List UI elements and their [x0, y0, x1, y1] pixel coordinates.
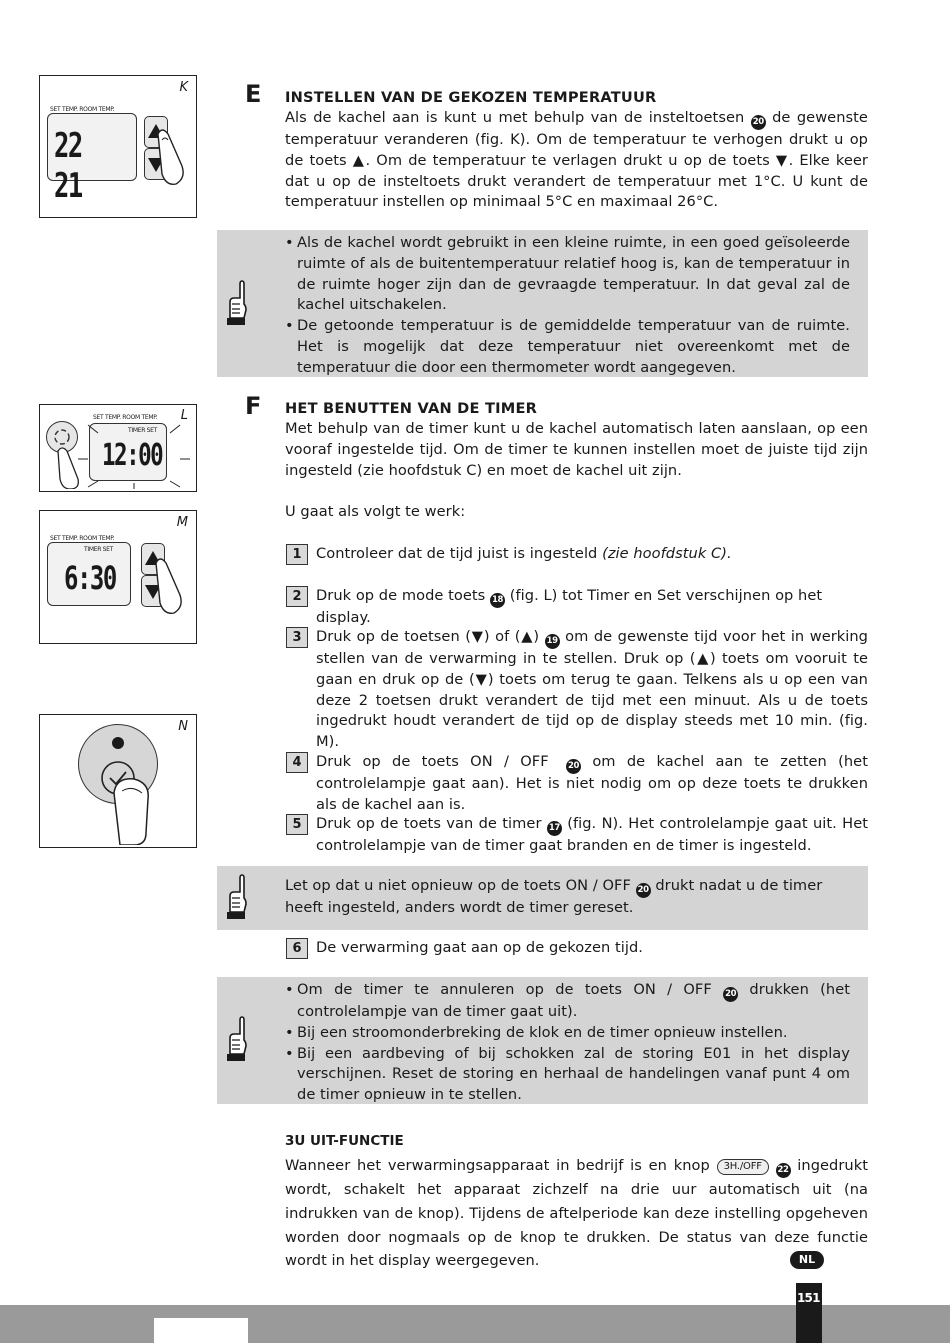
key-number-badge: 20: [636, 883, 651, 898]
step-3-b: om de gewenste tijd voor het in werking stellen van de verwarming in te stellen. Druk op (▲) toets om vooruit te gaan en druk op de (▼) toets om terug te gaan. Telkens als u op een van deze 2 toetsen drukt verandert de tijd met een minuut. Als u de toets ingedrukt houdt verandert de tijd op de display steeds met 10 min. (fig. M).: [316, 628, 868, 751]
section-f-intro: Met behulp van de timer kunt u de kachel automatisch laten aanslaan, op een vooraf ingestelde tijd. Om de timer te kunnen instellen moet de juiste tijd zijn ingesteld (zie hoofdstuk C) en moet de kachel uit zijn.: [285, 420, 868, 479]
figure-l-sub-label: TIMER SET: [128, 427, 158, 434]
figure-k: [39, 75, 197, 218]
section-e-text-a: Als de kachel aan is kunt u met behulp van de insteltoetsen: [285, 109, 745, 126]
section-f-letter: F: [245, 392, 262, 420]
step-1-main: Controleer dat de tijd juist is ingesteld: [316, 545, 598, 562]
note-timer-a: Let op dat u niet opnieuw op de toets ON / OFF: [285, 877, 631, 894]
key-number-badge: 18: [490, 593, 505, 608]
note-cancel-bullet-1: [285, 980, 850, 1023]
figure-n: [39, 714, 197, 848]
note-e-bullet-1: • Als de kachel wordt gebruikt in een kleine ruimte, in een goed geïsoleerde ruimte of als de buitentemperatuur relatief hoog is, kan de temperatuur in de ruimte hoger zijn dan de gevraagde temperatuur. In dat geval zal de kachel uitschakelen.: [285, 233, 850, 316]
figure-k-digits: 22 21: [54, 126, 82, 206]
note-e-bullet-2: • De getoonde temperatuur is de gemiddelde temperatuur van de ruimte. Het is mogelijk dat deze temperatuur niet overeenkomt met de temperatuur die door een thermometer wordt aangegeven.: [285, 316, 850, 378]
step-1-text: [316, 544, 868, 565]
language-badge: NL: [790, 1251, 824, 1269]
key-number-badge: 17: [547, 821, 562, 836]
step-5-b: (fig. N). Het controlelampje gaat uit. Het controlelampje van de timer gaat branden en de timer is ingesteld.: [316, 815, 868, 854]
step-3-text: [316, 627, 868, 753]
step-4-text: [316, 752, 868, 816]
section-e-title: INSTELLEN VAN DE GEKOZEN TEMPERATUUR: [285, 89, 657, 106]
step-5-a: Druk op de toets van de timer: [316, 815, 542, 832]
step-4-b: om de kachel aan te zetten (het controlelampje gaat aan). Het is niet nodig om op deze toets te drukken als de kachel aan is.: [316, 753, 868, 813]
section-f-title: HET BENUTTEN VAN DE TIMER: [285, 400, 538, 417]
note-cancel-bullet-2: • Bij een stroomonderbreking de klok en de timer opnieuw instellen.: [285, 1023, 850, 1044]
step-6-number: 6: [286, 938, 308, 959]
step-1-italic: (zie hoofdstuk C).: [602, 545, 732, 562]
step-1-number: 1: [286, 544, 308, 565]
figure-k-letter: K: [179, 80, 188, 95]
footer-white-tab: [154, 1318, 248, 1343]
key-number-badge: 19: [545, 634, 560, 649]
figure-l-letter: L: [180, 408, 188, 423]
pointing-hand-icon: [224, 874, 250, 922]
step-2-a: Druk op de mode toets: [316, 587, 486, 604]
step-2-number: 2: [286, 586, 308, 607]
section-3u-title: 3U UIT-FUNCTIE: [285, 1133, 404, 1149]
figure-m-lcd-labels: SET TEMP. ROOM TEMP.: [50, 535, 115, 542]
figure-m: [39, 510, 197, 644]
blink-lines: [74, 413, 194, 489]
indicator-light: [112, 737, 124, 749]
note-cancel-list: [285, 980, 850, 1106]
key-number-badge: 20: [751, 115, 766, 130]
page-number-tab: [796, 1283, 822, 1343]
note-timer-text: [285, 876, 863, 919]
step-5-text: [316, 814, 868, 857]
step-2-text: [316, 586, 868, 629]
finger-icon: [152, 126, 192, 186]
note-e-list: [285, 233, 850, 379]
3h-off-button-label: 3H./OFF: [717, 1159, 769, 1175]
figure-m-sub-label: TIMER SET: [84, 546, 114, 553]
figure-m-digits: 6:30: [64, 559, 116, 597]
page-number: 151: [797, 1291, 820, 1305]
figure-l: [39, 404, 197, 492]
finger-icon: [106, 773, 166, 845]
key-number-badge: 22: [776, 1163, 791, 1178]
figure-n-letter: N: [178, 719, 188, 734]
finger-icon: [150, 555, 190, 615]
step-3-a: Druk op de toetsen (▼) of (▲): [316, 628, 540, 645]
pointing-hand-icon: [224, 280, 250, 328]
section-f-work-intro: U gaat als volgt te werk:: [285, 503, 466, 520]
section-3u-b: ingedrukt wordt, schakelt het apparaat zichzelf na drie uur automatisch uit (na indrukken van de knop). Tijdens de aftelperiode kan deze instelling opgeheven worden door nogmaals op de knop te drukken. De status van deze functie wordt in het display weergegeven.: [285, 1157, 868, 1270]
figure-m-letter: M: [176, 515, 188, 530]
note-cancel-b1-b: drukken (het controlelampje van de timer gaat uit).: [297, 981, 851, 1020]
figure-k-lcd-labels: SET TEMP. ROOM TEMP.: [50, 106, 115, 113]
key-number-badge: 20: [723, 987, 738, 1002]
key-number-badge: 20: [566, 759, 581, 774]
step-3-number: 3: [286, 627, 308, 648]
section-e-letter: E: [245, 80, 262, 108]
step-2-b: (fig. L) tot Timer en Set verschijnen op het display.: [316, 587, 823, 626]
step-4-number: 4: [286, 752, 308, 773]
figure-k-display: [47, 113, 137, 206]
figure-l-lcd-labels: SET TEMP. ROOM TEMP.: [93, 414, 158, 421]
section-e-paragraph: [285, 108, 868, 213]
step-4-a: Druk op de toets ON / OFF: [316, 753, 549, 770]
step-5-number: 5: [286, 814, 308, 835]
note-cancel-b1-a: Om de timer te annuleren op de toets ON / OFF: [297, 981, 712, 998]
note-timer-b: drukt nadat u de timer heeft ingesteld, anders wordt de timer gereset.: [285, 877, 823, 916]
section-e-text-b: de gewenste temperatuur veranderen (fig. K). Om de temperatuur te verhogen drukt u op de toets ▲. Om de temperatuur te verlagen drukt u op de toets ▼. Elke keer dat u op de insteltoets drukt verandert de temperatuur met 1°C. U kunt de temperatuur instellen op minimaal 5°C en maximaal 26°C.: [285, 109, 868, 211]
figure-l-digits: 12:00: [102, 438, 163, 473]
pointing-hand-icon: [224, 1016, 250, 1064]
section-3u-a: Wanneer het verwarmingsapparaat in bedrijf is en knop: [285, 1157, 710, 1174]
figure-m-display: [47, 542, 131, 606]
section-3u-text: [285, 1154, 868, 1273]
step-6-text: De verwarming gaat aan op de gekozen tijd.: [316, 939, 643, 956]
note-cancel-bullet-3: • Bij een aardbeving of bij schokken zal de storing E01 in het display verschijnen. Reset de storing en herhaal de handelingen vanaf punt 4 om de timer opnieuw in te stellen.: [285, 1044, 850, 1106]
